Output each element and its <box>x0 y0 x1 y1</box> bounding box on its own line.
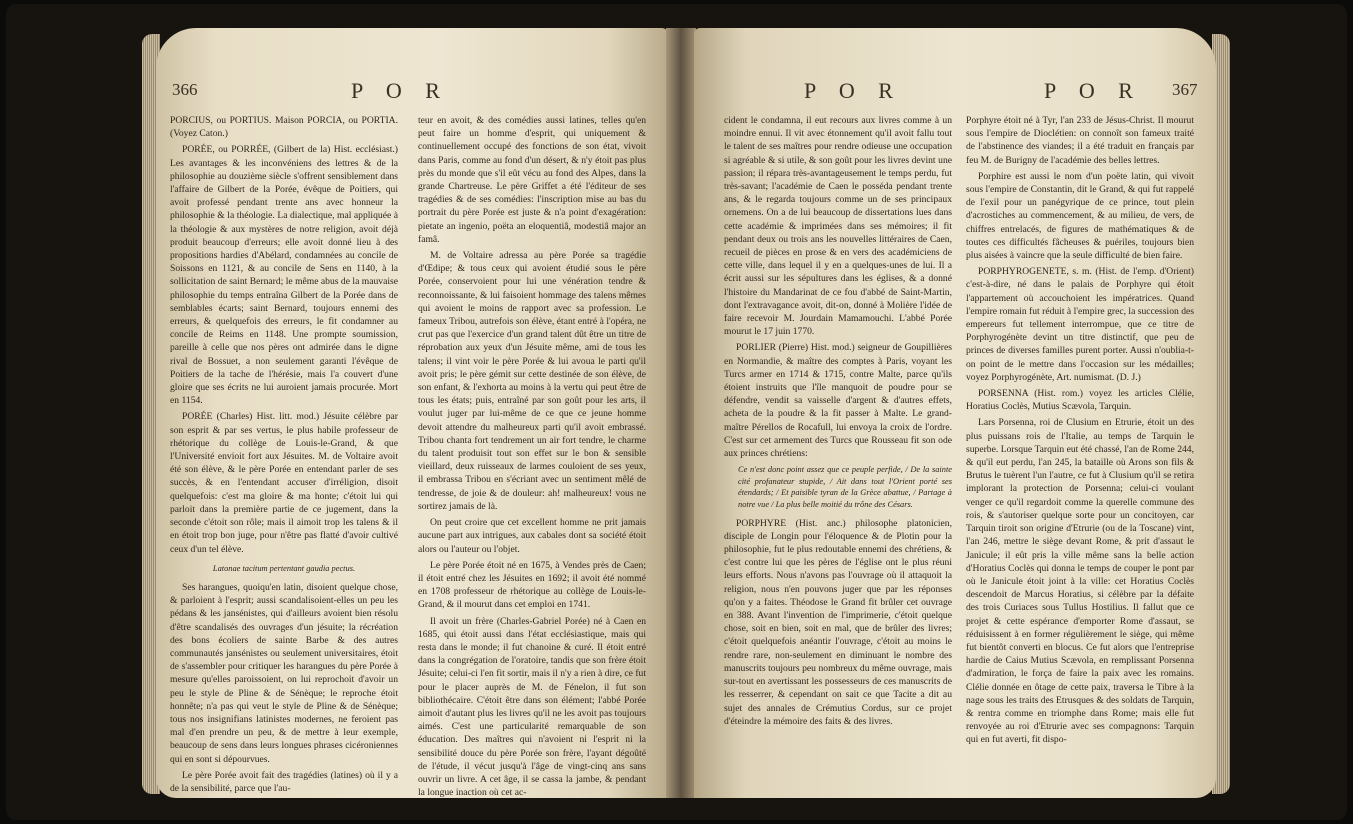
right-page <box>694 28 1216 798</box>
paragraph: M. de Voltaire adressa au père Porée sa tragédie d'Œdipe; & tous ceux qui avoient étudié sous le père Porée, conservoient pour lui une vénération tendre & reconnoissante, & lui faisoient hommage des talens mêmes qui avoient le moins de rapport avec sa profession. Le fameux Tribou, autrefois son élève, étant entré à l'opéra, ne crut pas que l'exercice d'un grand talent dût être un titre de réprobation aux yeux d'un Jésuite même, ami de tous les talens; il vint voir le père Porée & lui avoua le parti qu'il avoit pris; le père gémit sur cette destinée de son élève, de son enfant, & l'exhorta au moins à la vertu qui peut être de tous les états; puis, entraîné par son goût pour les arts, il voulut juger par lui-même de ce que ce jeune homme devoit attendre du malheureux parti qu'il avoit embrassé. Tribou chanta fort tendrement un air fort tendre, le charme du talent produisit tout son effet sur le bon & sensible vieillard, deux ruisseaux de larmes couloient de ses yeux, il embrassa Tribou en s'écriant avec un sentiment mêlé de tendresse, de joie & de douleur: ah! malheureux! vous ne sortirez jamais de là. <box>418 250 646 512</box>
paragraph: Porphyre étoit né à Tyr, l'an 233 de Jésus-Christ. Il mourut sous l'empire de Dioclétien: on connoît son fameux traité de l'abstinence des viandes; il a été traduit en français par feu M. de Burigny de l'académie des belles lettres. <box>966 115 1194 166</box>
paragraph: On peut croire que cet excellent homme ne prit jamais aucune part aux intrigues, aux cabales dont sa société étoit alors ou l'auteur ou l'objet. <box>418 517 646 555</box>
paragraph: PORÉE, ou PORRÉE, (Gilbert de la) Hist. ecclésiast.) Les avantages & les inconvéniens des lettres & de la philosophie au douzième siècle s'offrent sensiblement dans l'affaire de Gilbert de la Porée, évêque de Poitiers, qui avoit professé pendant trente ans avec honneur la philosophie & la théologie. La dialectique, mal appliquée à la théologie & aux mystères de notre religion, avoit déjà produit beaucoup d'erreurs; elle avoit donné lieu à des propositions hardies d'Abélard, condamnées au concile de Soissons en 1121, & au concile de Sens en 1140, à la sollicitation de saint Bernard; le même abus de la mauvaise philosophie du temps entraîna Gilbert de la Porée dans de semblables écarts; saint Bernard, toujours ennemi des erreurs, & quelquefois des erreurs, le fit condamner au concile de Reims en 1148. Une prompte soumission, pareille à celle que nos pères ont admirée dans le digne rival de Bossuet, a non seulement garanti l'évêque de Poitiers de la tache de l'hérésie, mais l'a couvert d'une gloire que ses écrits ne lui auroient jamais procurée. Mort en 1154. <box>170 144 398 407</box>
paragraph: PORÉE (Charles) Hist. litt. mod.) Jésuite célèbre par son esprit & par ses vertus, le plus habile professeur de rhétorique du collège de Louis-le-Grand, & que l'Université envioit fort aux Jésuites. M. de Voltaire avoit été son élève, & le père Porée en entendant parler de ses succès, & en l'entendant accuser d'irréligion, disoit quelquefois: c'est ma gloire & ma honte; c'étoit lui qui parloit dans la première partie de ce jugement, dans la seconde c'étoit son rôle; mais il aimoit trop les talens & il en étoit trop bon juge, pour n'être pas flatté d'avoir cultivé ceux d'un tel élève. <box>170 411 398 555</box>
left-column-2 <box>418 114 646 798</box>
paragraph: Porphire est aussi le nom d'un poëte latin, qui vivoit sous l'empire de Constantin, dit le Grand, & qui fut rappelé de l'exil pour un panégyrique de ce prince, tout plein d'acrostiches au commencement, & au milieu, de vers, de chiffres entrelacés, de figures de mathématiques & de toutes ces difficultés fâcheuses & puériles, toujours bien plus aisées à vaincre que la seule difficulté de bien faire. <box>966 170 1194 262</box>
left-page <box>156 28 668 798</box>
running-head-left: P O R <box>351 78 449 103</box>
book-spread <box>6 4 1347 820</box>
paragraph: Le père Porée avoit fait des tragédies (latines) où il y a de la sensibilité, parce que l'au- <box>170 769 398 794</box>
left-column-1 <box>170 114 398 798</box>
paragraph: cident le condamna, il eut recours aux livres comme à un moindre ennui. Il vit avec étonnement qu'il avoit fallu tout le talent de ses maîtres pour rendre odieuse une occupation si agréable & si utile, & son goût pour les livres devint une passion; il répara très-avantageusement le temps perdu, fut très-savant; l'académie de Caen le posséda pendant trente ans, & le regarda toujours comme un de ses principaux ornemens. On a de lui beaucoup de dissertations lues dans cette académie & imprimées dans ses mémoires; il fit pendant deux ou trois ans les nouvelles littéraires de Caen, recueil de pièces en prose & en vers des académiciens de cette ville, dans lequel il y en a quelques-unes de lui. Il a écrit aussi sur les sépultures dans les églises, & a donné l'histoire du Mandarinat de ce fou d'abbé de Saint-Martin, dont l'extravagance avoit, dit-on, donné à Molière l'idée de faire recevoir M. Jourdain Mamamouchi. L'abbé Porée mourut le 17 juin 1770. <box>724 115 952 338</box>
running-head-right: P O R <box>804 78 902 103</box>
paragraph: teur en avoit, & des comédies aussi latines, telles qu'en peut faire un homme d'esprit, qui uniquement & continuellement occupé des fonctions de son état, vivoit dans Paris, comme au fond d'un désert, & n'y étoit pas plus près du monde que s'il eût vécu au fond des Alpes, dans la grande Chartreuse. Le père Griffet a été l'éditeur de ses tragédies & de ses comédies: l'inscription mise au bas du portrait du père Porée est juste & n'a point d'exagération: pietate an ingenio, poëta an eloquentiâ, modestiâ major an famâ. <box>418 115 646 245</box>
running-head-right-2: P O R <box>1044 78 1142 103</box>
latin-quote: Latonae tacitum pertentant gaudia pectus. <box>212 563 356 573</box>
verse-quote: Ce n'est donc point assez que ce peuple perfide, / De la sainte cité profanateur stupide, / Ait dans tout l'Orient porté ses étendards; / Et paisible tyran de la Grèce abattue, / Partage à notre vue / La plus belle moitié du trône des Césars. <box>738 465 952 510</box>
paragraph: PORLIER (Pierre) Hist. mod.) seigneur de Goupillières en Normandie, & maître des comptes à Paris, voyant les Turcs armer en 1714 & 1715, contre Malte, parce qu'ils étoient instruits que l'île manquoit de poudre pour se défendre, vendit sa vaisselle d'argent & d'autres effets, acheta de la poudre & la fit passer à Malte. Le grand-maître Pérellos de Rocafull, lui envoya la croix de l'ordre. C'est sur cet armement des Turcs que Rousseau fit son ode aux princes chrétiens: <box>724 342 952 460</box>
right-column-1 <box>724 114 952 731</box>
paragraph: PORCIUS, ou PORTIUS. Maison PORCIA, ou PORTIA. (Voyez Caton.) <box>170 115 398 140</box>
right-column-2 <box>966 114 1194 750</box>
page-number-left: 366 <box>172 80 198 99</box>
page-number-right: 367 <box>1172 80 1198 99</box>
paragraph: Lars Porsenna, roi de Clusium en Etrurie, étoit un des plus puissans rois de l'Italie, au temps de Tarquin le superbe. Lorsque Tarquin eut été chassé, l'an de Rome 244, & qu'il eut perdu, l'an 245, la bataille où Arons son fils & Brutus le tuèrent l'un l'autre, ce fut à Clusium qu'il se retira implorant la protection de Porsenna; celui-ci voulant venger ce qu'il regardoit comme la querelle commune des rois, & s'autoriser quelque sorte pour un concitoyen, car Tarquin tiroit son origine d'Etrurie (ou de la Toscane) vint, l'an 246, mettre le siège devant Rome, & prit d'assaut le Janicule; il eût pris la ville même sans la belle action d'Horatius Coclès qui donna le temps de couper le pont par où le Janicule étoit joint à la ville: cet Horatius Coclès descendoit de Marcus Horatius, si célèbre par la défaite des trois Curiaces sous Tullus Hostilius. Il fallut que ce projet & cette espérance d'emporter Rome d'assaut, se réduisissent à en former régulièrement le siège, qui même fut bientôt converti en blocus. Ce fut alors que l'entreprise hardie de Caius Mutius Scævola, en remplissant Porsenna d'admiration, le força de faire la paix avec les romains. Clélie donnée en ôtage de cette paix, traversa le Tibre à la nage sous les traits des Etrusques & des soldats de Tarquin, & rentra comme en triomphe dans Rome; mais elle fut renvoyée au roi d'Etrurie avec ses compagnons: Tarquin qui en fut averti, fit dispo- <box>966 417 1194 746</box>
paragraph: Le père Porée étoit né en 1675, à Vendes près de Caen; il étoit entré chez les Jésuites en 1692; il avoit été nommé en 1708 professeur de rhétorique au collège de Louis-le-Grand, & il mourut dans cet emploi en 1741. <box>418 559 646 611</box>
paragraph: Il avoit un frère (Charles-Gabriel Porée) né à Caen en 1685, qui étoit aussi dans l'état ecclésiastique, mais qui resta dans le monde; il fut chanoine & curé. Il étoit entré dans la congrégation de l'oratoire, tandis que son frère étoit Jésuite; celui-ci l'en fit sortir, mais il n'y a rien à dire, ce fut pour le placer auprès de M. de Fénelon, il fut son bibliothécaire. C'étoit être dans son élément; l'abbé Porée aimoit d'autant plus les livres qu'il ne les avoit pas toujours aimés. C'est une particularité remarquable de son éducation. Des maîtres qui n'avoient ni l'esprit ni la sensibilité douce du père Porée son frère, l'ayant dégoûté de l'étude, il vécut jusqu'à l'âge de vingt-cinq ans sans ouvrir un livre. A cet âge, il se cassa la jambe, & pendant la longue inaction où cet ac- <box>418 615 646 798</box>
paragraph: PORPHYRE (Hist. anc.) philosophe platonicien, disciple de Longin pour l'éloquence & de Plotin pour la philosophie, fut le plus redoutable ennemi des chrétiens, & c'est contre lui que les pères de l'église ont le plus réuni leurs efforts. Nous n'avons pas l'ouvrage où il attaquoit la religion, nous n'en pouvons juger que par les réponses qu'on y a faites. Théodose le Grand fit brûler cet ouvrage en 388. Avant l'invention de l'imprimerie, c'étoit quelque chose, soit en bien, soit en mal, que de brûler des livres; c'étoit quelquefois anéantir l'ouvrage, c'étoit au moins le rendre rare, non-seulement en diminuant le nombre des manuscrits toujours peu nombreux du même ouvrage, mais sur-tout en avertissant les possesseurs de ces manuscrits de les resserrer, & cependant on sait ce que Tacite a dit au sujet des annales de Crémutius Cordus, sur ce projet d'éteindre la mémoire des faits & des livres. <box>724 517 952 727</box>
book-gutter <box>666 28 696 798</box>
paragraph: PORPHYROGENETE, s. m. (Hist. de l'emp. d'Orient) c'est-à-dire, né dans le palais de Porphyre qui étoit l'appartement où accouchoient les impératrices. Quand l'empire romain fut réduit à l'empire grec, la succession des empereurs fut tellement interrompue, que ce titre de Porphyrogénète devint un titre distinctif, que peu de princes de diverses familles purent porter. Aussi n'oublia-t-on point de le mettre dans l'occasion sur les médailles; voyez Porphyrogénète, Art. numismat. (D. J.) <box>966 266 1194 383</box>
paragraph: PORSENNA (Hist. rom.) voyez les articles Clélie, Horatius Coclès, Mutius Scævola, Tarquin. <box>966 388 1194 413</box>
paragraph: Ses harangues, quoiqu'en latin, disoient quelque chose, & parloient à l'esprit; aussi scandalisoient-elles un peu les pédans & les jansénistes, qui d'ailleurs avoient bien résolu d'être scandalisés des ouvrages d'un jésuite; la récréation des bons écoliers de sainte Barbe & des autres communautés jansénistes ou seulement universitaires, étoit de s'assembler pour critiquer les harangues du père Porée à mesure qu'elles paroissoient, on lui reprochoit d'avoir un peu le style de Pline & de Sénèque; le reproche étoit honnête; n'a pas qui veut le style de Pline & de Sénèque; tous nos insignifians latinistes modernes, ne feroient pas mal d'en prendre un peu, & de mettre à leur exemple, beaucoup de sens dans leurs longues phrases cicéroniennes qui en sont si dépourvues. <box>170 581 398 765</box>
